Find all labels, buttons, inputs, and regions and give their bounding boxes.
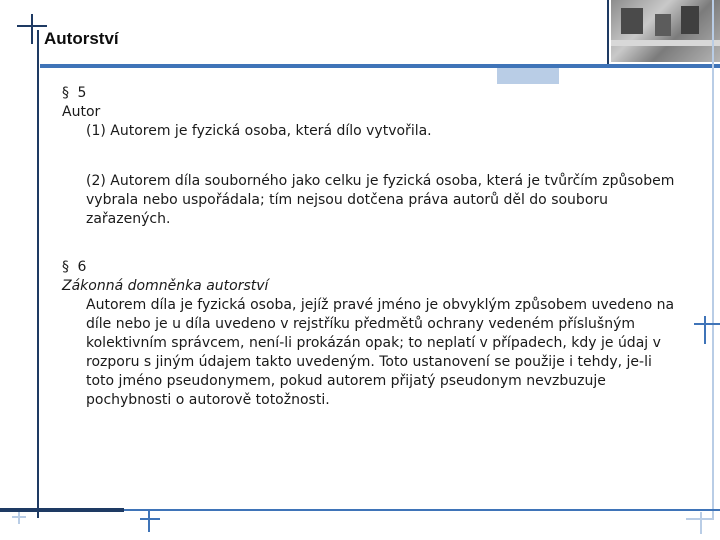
photo-border-left	[607, 0, 609, 64]
section-5-paragraph-2-line-2: vybrala nebo uspořádala; tím nejsou dotčena práva autorů děl do souboru	[86, 192, 609, 208]
section-6-line-1: Autorem díla je fyzická osoba, jejíž pravé jméno je obvyklým způsobem uvedeno na	[86, 297, 675, 313]
frame-bottom-right-mark-vertical	[700, 512, 702, 534]
section-6	[62, 258, 680, 410]
frame-bottom-cross-vertical	[148, 510, 150, 532]
frame-left-border	[37, 30, 39, 518]
section-6-subheading: Zákonná domněnka autorství	[62, 278, 269, 294]
frame-bottom-rule	[124, 509, 720, 511]
section-5-paragraph-1: (1) Autorem je fyzická osoba, která dílo vytvořila.	[86, 123, 432, 139]
frame-top-rule-accent	[497, 68, 559, 84]
slide-title: Autorství	[44, 29, 119, 48]
section-5-subheading: Autor	[62, 104, 101, 120]
section-5-heading: § 5	[62, 85, 89, 101]
section-6-line-6: pochybnosti o autorově totožnosti.	[86, 392, 330, 408]
frame-right-cross-vertical	[704, 316, 706, 344]
section-6-line-5: toto jméno pseudonymem, pokud autorem přijatý pseudonym nevzbuzuje	[86, 373, 606, 389]
frame-bottom-left-mark-vertical	[18, 512, 20, 524]
frame-bottom-cross-horizontal	[140, 518, 160, 520]
section-5-paragraph-2-line-3: zařazených.	[86, 211, 171, 227]
section-5	[62, 84, 680, 229]
section-6-line-3: kolektivním správcem, není-li prokázán opak; to neplatí v případech, kdy je údaj v	[86, 335, 661, 351]
frame-right-border	[712, 0, 714, 520]
section-6-heading: § 6	[62, 259, 89, 275]
building-photo	[611, 0, 720, 62]
section-6-line-2: díle nebo je u díla uvedeno v rejstříku předmětů ochrany vedeném příslušným	[86, 316, 635, 332]
frame-top-rule	[40, 64, 720, 68]
frame-top-left-vertical	[31, 14, 33, 44]
frame-top-left-horizontal	[17, 25, 47, 27]
frame-right-cross-horizontal	[694, 323, 720, 325]
section-6-line-4: rozporu s jiným údajem takto uvedeným. Toto ustanovení se použije i tehdy, je-li	[86, 354, 652, 370]
section-5-paragraph-2-line-1: (2) Autorem díla souborného jako celku je fyzická osoba, která je tvůrčím způsobem	[86, 173, 675, 189]
